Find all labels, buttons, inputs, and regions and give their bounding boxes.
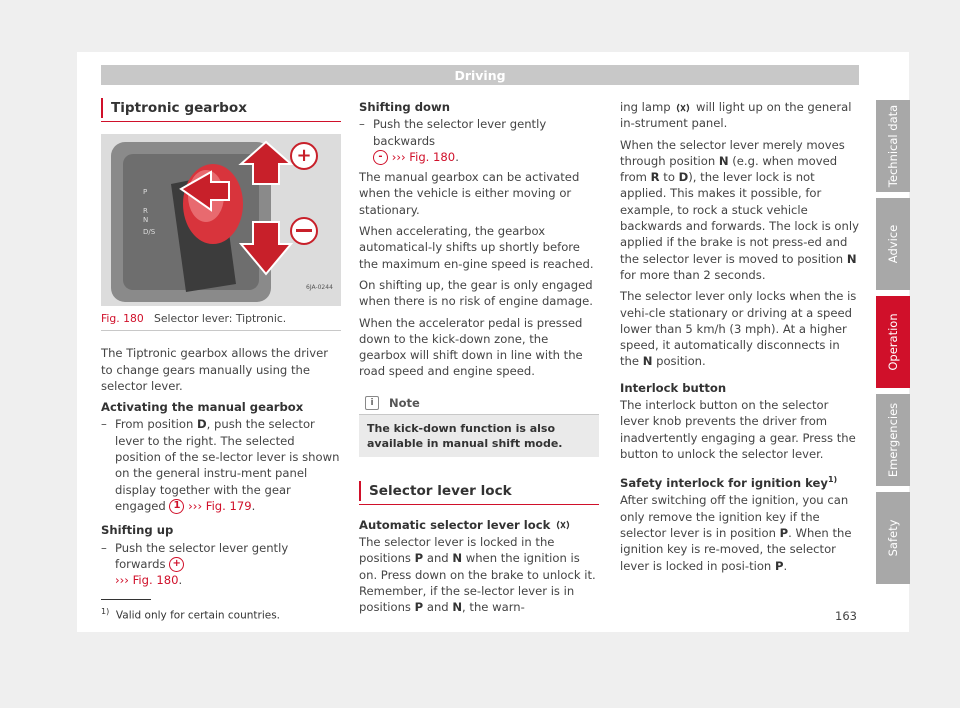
section-title-lever-lock: Selector lever lock xyxy=(359,481,599,501)
gear-letter-ds: D/S xyxy=(143,228,156,236)
selector-lever-illustration xyxy=(101,134,341,306)
figure-code: 6JA-0244 xyxy=(306,284,333,291)
fig-180-link[interactable]: ››› Fig. 180 xyxy=(115,573,179,588)
shiftdown-heading: Shifting down xyxy=(359,100,450,114)
auto-lock-text: The selector lever is locked in the positions P and N when the ignition is on. Press down on the brake to unlock it. Remember, if the se-lector lever is in positions P and N, the warn- xyxy=(359,535,596,615)
svg-text:+: + xyxy=(296,145,312,166)
safety-interlock-heading: Safety interlock for ignition key$^{1)}$ xyxy=(620,475,838,491)
fig-180-link[interactable]: ››› Fig. 180 xyxy=(391,149,456,164)
shiftup-step: – Push the selector lever gently forwards + ››› Fig. 180. xyxy=(101,540,289,588)
chapter-header xyxy=(101,65,859,85)
shiftdown-step: – Push the selector lever gently backwards - ››› Fig. 180. xyxy=(359,117,547,164)
title-rule xyxy=(359,504,599,505)
note-header xyxy=(359,392,599,415)
interlock-heading: Interlock button xyxy=(620,380,727,395)
tab-label: Operation xyxy=(886,313,900,371)
tab-operation[interactable] xyxy=(876,296,910,388)
footnote-rule xyxy=(101,599,151,600)
column-3 xyxy=(620,99,860,579)
info-icon: i xyxy=(365,396,379,410)
note-text: The kick-down function is also available in manual shift mode. xyxy=(359,415,599,457)
paragraph: On shifting up, the gear is only engaged when there is no risk of engine damage. xyxy=(359,277,593,309)
interlock-text: The interlock button on the selector lever knob prevents the driver from inadvertently engaging a gear. Press the button to unlock the selector lever. xyxy=(620,398,856,461)
column-2 xyxy=(359,99,599,621)
note-box xyxy=(359,392,599,457)
tab-safety[interactable] xyxy=(876,492,910,584)
figure-caption xyxy=(101,311,341,331)
activating-heading: Activating the manual gearbox xyxy=(101,400,304,415)
warning-lamp-icon xyxy=(676,103,690,113)
paragraph: The selector lever only locks when the is vehi-cle stationary or driving at a speed lower than 5 km/h (3 mph). At a higher speed, it automatically disconnects in the N position. xyxy=(620,289,857,369)
title-rule xyxy=(101,121,341,122)
column-1 xyxy=(101,98,341,588)
chapter-title: Driving xyxy=(454,67,506,83)
section-title-tiptronic: Tiptronic gearbox xyxy=(101,98,341,118)
tab-advice[interactable] xyxy=(876,198,910,290)
tab-emergencies[interactable] xyxy=(876,394,910,486)
tab-label: Emergencies xyxy=(886,402,900,478)
paragraph: When the selector lever merely moves through position N (e.g. when moved from R to D), the lever lock is not applied. This makes it possible, for example, to rock a stuck vehicle backwards and forwards. The lock is only applied if the brake is not press-ed and the selector lever is moved to position N for more than 2 seconds. xyxy=(620,137,859,282)
shiftup-heading: Shifting up xyxy=(101,523,174,538)
marker-plus: + xyxy=(169,557,184,572)
safety-interlock-text: After switching off the ignition, you can only remove the ignition key if the selector lever is in position P. When the ignition key is re-moved, the selector lever is locked in posi-tion P. xyxy=(620,493,852,573)
tab-label: Safety xyxy=(886,519,900,557)
fig-179-link[interactable]: ››› Fig. 179 xyxy=(188,498,252,513)
tab-label: Advice xyxy=(886,224,900,264)
paragraph: ing lamp will light up on the general in-strument panel. xyxy=(620,100,852,131)
page-number: 163 xyxy=(835,609,857,623)
auto-lock-heading: Automatic selector lever lock xyxy=(359,517,599,533)
gear-letter-n: N xyxy=(143,216,149,224)
tab-label: Technical data xyxy=(886,104,900,188)
marker-minus: - xyxy=(373,150,388,165)
footnote: $^{1)}$ Valid only for certain countries. xyxy=(101,607,281,622)
intro-paragraph: The Tiptronic gearbox allows the driver to change gears manually using the selector lever. xyxy=(101,346,329,393)
gear-letter-p: P xyxy=(143,188,148,196)
paragraph: The manual gearbox can be activated when the vehicle is either moving or stationary. xyxy=(359,170,580,217)
warning-lamp-icon xyxy=(556,520,570,530)
tab-technical-data[interactable] xyxy=(876,100,910,192)
figure-label: Fig. 180 xyxy=(101,312,144,325)
paragraph: When the accelerator pedal is pressed down to the kick-down zone, the gearbox will shift down in line with the road speed and engine speed. xyxy=(359,315,583,379)
paragraph: When accelerating, the gearbox automatical-ly shifts up shortly before the maximum en-gine speed is reached. xyxy=(359,224,594,271)
marker-1: 1 xyxy=(169,499,184,514)
gear-letter-r: R xyxy=(143,207,148,215)
figure-180 xyxy=(101,134,341,306)
figure-caption-text: Selector lever: Tiptronic. xyxy=(154,312,287,325)
note-label: Note xyxy=(389,395,420,410)
activating-step: – From position D, push the selector lever to the right. The selected position of the se-lector lever is shown on the general instru-ment panel display together with the gear engaged 1 ››› Fig. 179. xyxy=(101,417,340,513)
